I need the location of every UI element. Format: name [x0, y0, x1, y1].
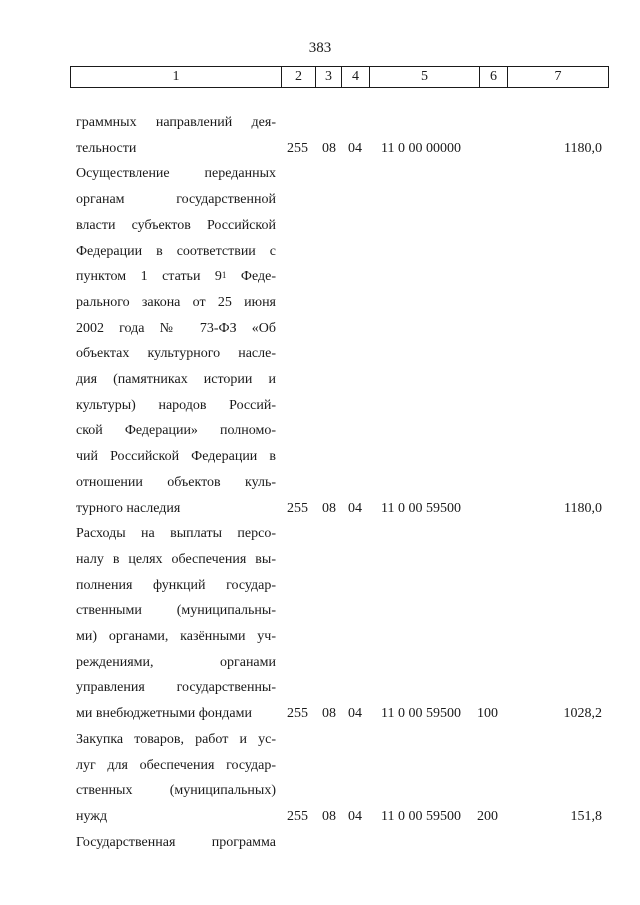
description-text: реждениями, органами [76, 654, 276, 670]
description-text: Расходы на выплаты персо- [76, 526, 276, 542]
description-line [76, 500, 276, 517]
description-text: луг для обеспечения государ- [76, 757, 276, 773]
description-line [76, 140, 276, 157]
kbk-section-code: 08 [322, 706, 336, 722]
kbk-subsection-code: 04 [348, 808, 362, 824]
column-header: 2 [282, 67, 316, 88]
description-line [76, 397, 276, 414]
column-header: 7 [508, 67, 609, 88]
superscript: 1 [221, 270, 227, 281]
kbk-expense-type: 100 [477, 706, 498, 722]
description-text: ми) органами, казёнными уч- [76, 629, 276, 644]
description-text: чий Российской Федерации в [76, 449, 276, 465]
description-line [76, 782, 276, 799]
description-line [76, 628, 276, 645]
column-header: 1 [71, 67, 282, 88]
description-line [76, 602, 276, 619]
description-text: полнения функций государ- [76, 577, 276, 593]
description-text: ской Федерации» полномо- [76, 423, 276, 439]
description-text: культуры) народов Россий- [76, 397, 276, 413]
description-text: объектах культурного насле- [76, 346, 276, 362]
description-line [76, 448, 276, 465]
description-line [76, 345, 276, 362]
description-text: Государственная программа [76, 834, 276, 850]
description-line [76, 114, 276, 131]
description-text: Феде- [226, 269, 276, 285]
description-text: 2002 года № 73-ФЗ «Об [76, 320, 276, 336]
description-text: турного наследия [76, 500, 181, 516]
description-line [76, 474, 276, 491]
description-line [76, 551, 276, 568]
description-text: нужд [76, 808, 108, 824]
description-text: отношении объектов куль- [76, 474, 276, 490]
description-line [76, 294, 276, 311]
description-text: Закупка товаров, работ и ус- [76, 731, 276, 747]
kbk-admin-code: 255 [287, 500, 308, 516]
description-line [76, 165, 276, 182]
kbk-admin-code: 255 [287, 808, 308, 824]
description-text: Осуществление переданных [76, 166, 276, 182]
kbk-target-article: 11 0 00 59500 [381, 706, 461, 722]
description-text: ственных (муниципальных) [76, 783, 276, 799]
description-text: пунктом 1 статьи 9 [76, 269, 222, 285]
column-header: 6 [480, 67, 508, 88]
kbk-section-code: 08 [322, 500, 336, 516]
kbk-target-article: 11 0 00 59500 [381, 500, 461, 516]
description-line [76, 422, 276, 439]
kbk-subsection-code: 04 [348, 140, 362, 156]
description-line [76, 243, 276, 260]
description-text: Федерации в соответствии с [76, 243, 276, 259]
kbk-target-article: 11 0 00 00000 [381, 140, 461, 156]
description-line [76, 191, 276, 208]
description-line [76, 757, 276, 774]
kbk-admin-code: 255 [287, 140, 308, 156]
description-line [76, 371, 276, 388]
kbk-subsection-code: 04 [348, 500, 362, 516]
kbk-expense-type: 200 [477, 808, 498, 824]
description-line [76, 808, 276, 825]
description-line [76, 320, 276, 337]
kbk-subsection-code: 04 [348, 706, 362, 722]
amount-value: 1180,0 [564, 500, 602, 516]
description-line [76, 654, 276, 671]
description-line [76, 705, 276, 722]
description-text: дия (памятниках истории и [76, 372, 276, 387]
description-text: ми внебюджетными фондами [76, 706, 252, 722]
description-text: власти субъектов Российской [76, 217, 276, 233]
amount-value: 1180,0 [564, 140, 602, 156]
description-line [76, 268, 276, 286]
kbk-admin-code: 255 [287, 706, 308, 722]
description-line [76, 679, 276, 696]
column-header: 4 [342, 67, 370, 88]
description-text: тельности [76, 140, 137, 156]
description-line [76, 525, 276, 542]
description-text: налу в целях обеспечения вы- [76, 551, 276, 567]
description-line [76, 217, 276, 234]
column-header-table [70, 66, 609, 88]
kbk-section-code: 08 [322, 140, 336, 156]
amount-value: 1028,2 [563, 706, 602, 722]
description-line [76, 731, 276, 748]
column-header: 5 [370, 67, 480, 88]
page-number: 383 [308, 40, 332, 56]
column-header: 3 [316, 67, 342, 88]
amount-value: 151,8 [570, 808, 602, 824]
description-line [76, 834, 276, 851]
description-text: рального закона от 25 июня [76, 294, 276, 310]
kbk-target-article: 11 0 00 59500 [381, 808, 461, 824]
description-text: ственными (муниципальны- [76, 603, 276, 619]
description-text: органам государственной [76, 192, 276, 208]
description-line [76, 577, 276, 594]
description-text: управления государственны- [76, 680, 276, 696]
description-text: граммных направлений дея- [76, 115, 276, 130]
kbk-section-code: 08 [322, 808, 336, 824]
